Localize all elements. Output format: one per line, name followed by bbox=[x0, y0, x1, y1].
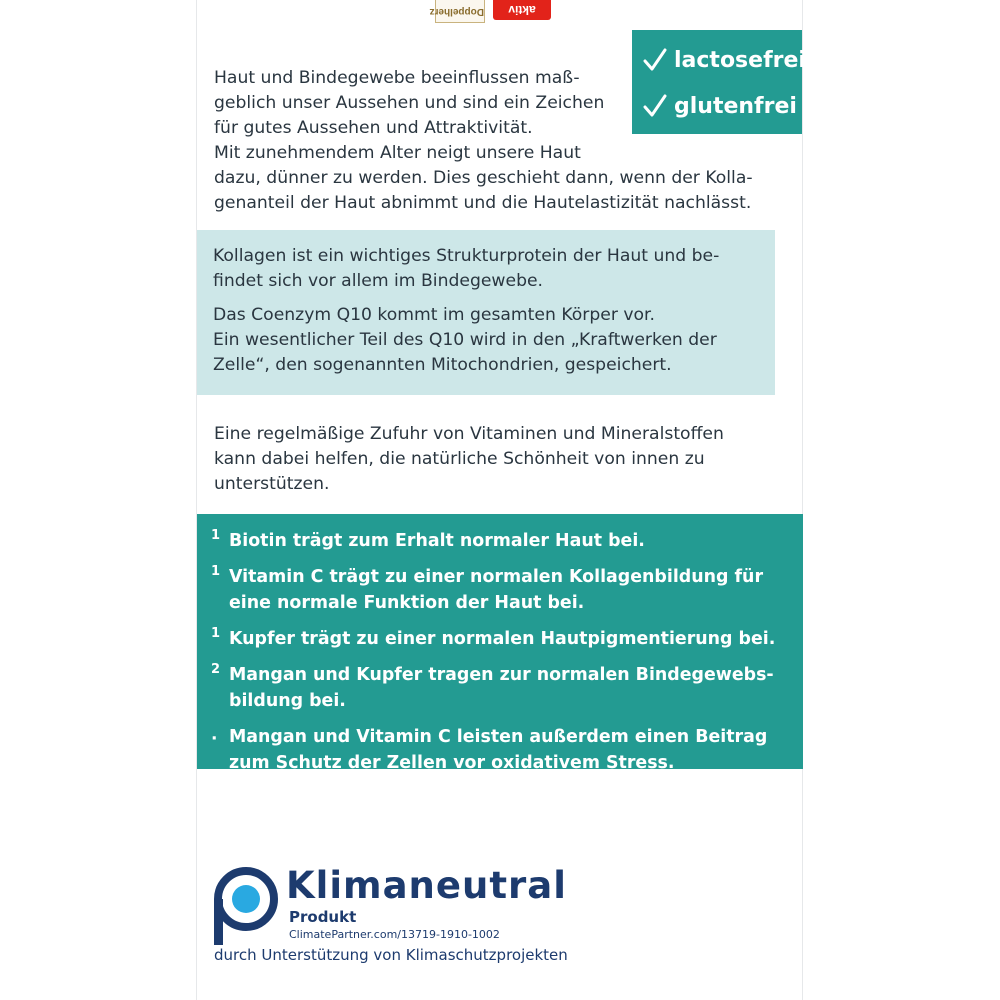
top-flap bbox=[197, 0, 802, 30]
badge-line-lactose bbox=[642, 44, 806, 76]
free-from-badge bbox=[632, 30, 806, 134]
text-line: unterstützen. bbox=[214, 474, 330, 494]
flap-brand-logo bbox=[429, 0, 485, 23]
text-line: Eine regelmäßige Zufuhr von Vitaminen und Mineralstoffen bbox=[214, 424, 724, 444]
claim-line: Kupfer trägt zu einer normalen Hautpigmentierung bei. bbox=[229, 629, 776, 649]
claim-line: Biotin trägt zum Erhalt normaler Haut bei. bbox=[229, 531, 645, 551]
claim-item bbox=[211, 626, 791, 652]
claim-line: Mangan und Kupfer tragen zur normalen Bindegewebs- bbox=[229, 665, 774, 685]
intro-line: dazu, dünner zu werden. Dies geschieht dann, wenn der Kolla- bbox=[214, 168, 753, 188]
klimaneutral-title: Klimaneutral bbox=[286, 864, 567, 907]
badge-glutenfrei: glutenfrei bbox=[674, 93, 797, 119]
text-line: Zelle“, den sogenannten Mitochondrien, gespeichert. bbox=[213, 355, 672, 375]
intro-line: genanteil der Haut abnimmt und die Hautelastizität nachlässt. bbox=[214, 193, 752, 213]
claim-footnote-marker: 1 bbox=[211, 626, 221, 641]
text-line: Kollagen ist ein wichtiges Strukturprotein der Haut und be- bbox=[213, 246, 720, 266]
text-line: findet sich vor allem im Bindegewebe. bbox=[213, 271, 544, 291]
checkmark-icon bbox=[642, 46, 668, 74]
intro-line: für gutes Aussehen und Attraktivität. bbox=[214, 118, 533, 138]
claim-item bbox=[211, 662, 791, 714]
text-line: Das Coenzym Q10 kommt im gesamten Körper vor. bbox=[213, 305, 655, 325]
checkmark-icon bbox=[642, 92, 668, 120]
claim-item bbox=[211, 564, 791, 616]
health-claims-box bbox=[197, 514, 803, 773]
claim-footnote-marker: 1 bbox=[211, 564, 221, 579]
vitamins-text bbox=[214, 422, 784, 497]
claim-item bbox=[211, 724, 791, 776]
flap-red-label bbox=[493, 0, 551, 20]
info-box-text bbox=[213, 244, 769, 378]
klimaneutral-subtitle: Produkt bbox=[289, 908, 357, 926]
box-edge-right bbox=[802, 0, 803, 1000]
intro-line: geblich unser Aussehen und sind ein Zeichen bbox=[214, 93, 605, 113]
claim-line: Vitamin C trägt zu einer normalen Kollagenbildung für bbox=[229, 567, 764, 587]
text-line: kann dabei helfen, die natürliche Schönheit von innen zu bbox=[214, 449, 705, 469]
badge-line-gluten bbox=[642, 90, 797, 122]
claim-footnote-marker: 2 bbox=[211, 662, 221, 677]
flap-brand-logo-text: Doppelherz bbox=[429, 6, 484, 17]
badge-lactosefrei: lactosefrei bbox=[674, 47, 806, 73]
klimaneutral-footer: durch Unterstützung von Klimaschutzprojekten bbox=[214, 946, 568, 964]
claims-list bbox=[211, 528, 791, 786]
climatepartner-logo-icon bbox=[213, 866, 279, 948]
flap-red-label-text: aktiv bbox=[508, 3, 536, 17]
claim-line: Mangan und Vitamin C leisten außerdem einen Beitrag bbox=[229, 727, 768, 747]
claim-line: zum Schutz der Zellen vor oxidativem Stress. bbox=[229, 753, 675, 773]
climatepartner-url: ClimatePartner.com/13719-1910-1002 bbox=[289, 928, 500, 941]
claim-bullet-marker: · bbox=[211, 729, 218, 749]
claim-line: bildung bei. bbox=[229, 691, 346, 711]
claim-line: eine normale Funktion der Haut bei. bbox=[229, 593, 585, 613]
collagen-paragraph bbox=[213, 244, 769, 294]
info-box-collagen-q10 bbox=[197, 230, 775, 395]
text-line: Ein wesentlicher Teil des Q10 wird in den „Kraftwerken der bbox=[213, 330, 717, 350]
q10-paragraph bbox=[213, 303, 769, 378]
intro-line: Mit zunehmendem Alter neigt unsere Haut bbox=[214, 143, 581, 163]
claim-footnote-marker: 1 bbox=[211, 528, 221, 543]
intro-line: Haut und Bindegewebe beeinflussen maß- bbox=[214, 68, 580, 88]
claim-item bbox=[211, 528, 791, 554]
